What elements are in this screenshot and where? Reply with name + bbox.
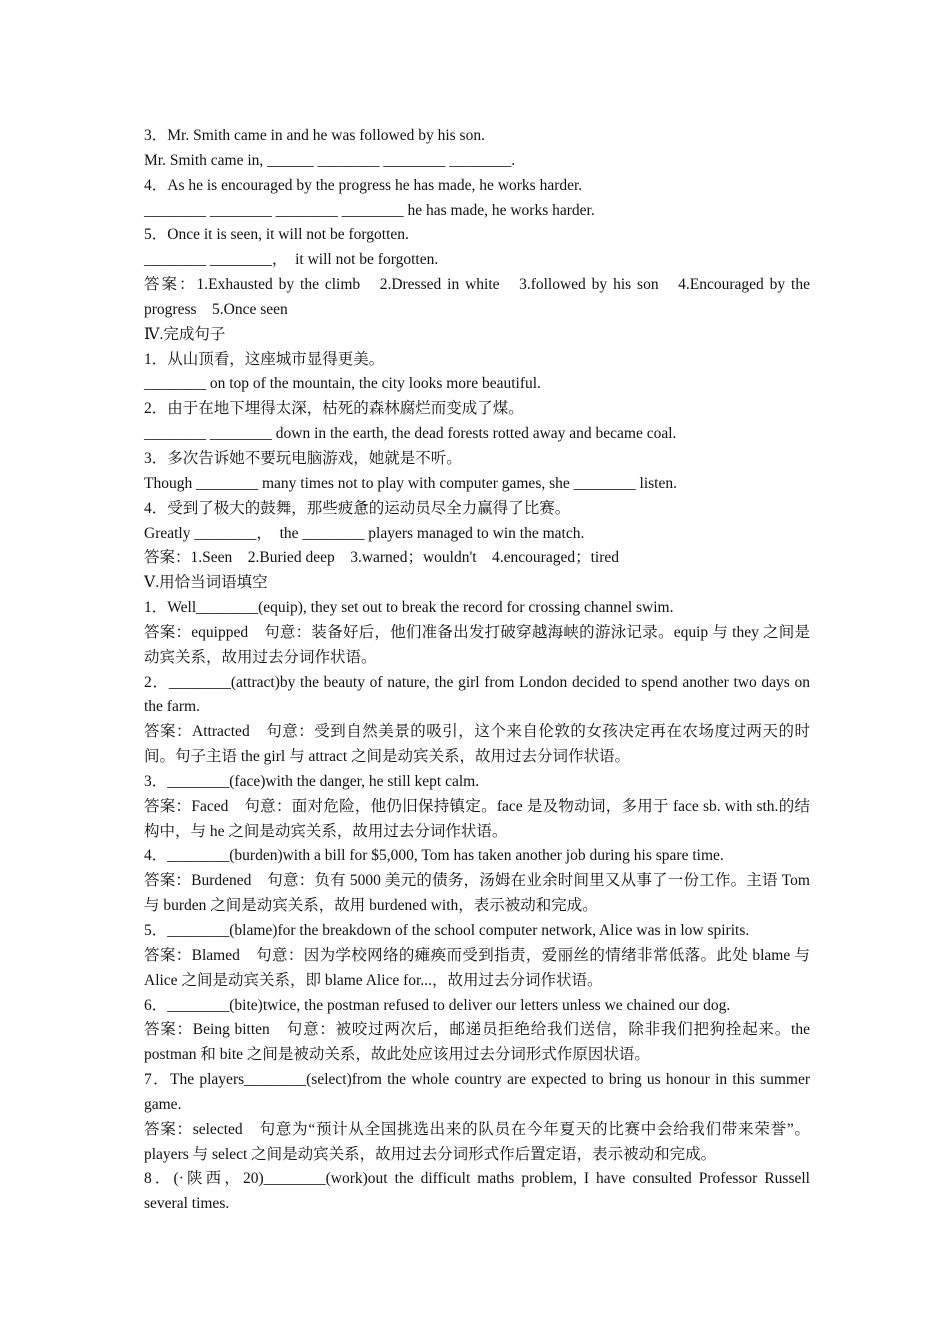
section-4-answer: 答案：1.Seen 2.Buried deep 3.warned；wouldn't 4.encouraged；tired — [144, 549, 619, 567]
section-5-item-7-answer: 答案：selected 句意为“预计从全国挑选出来的队员在今年夏天的比赛中会给我们带来荣誉”。players 与 select 之间是动宾关系，故用过去分词形式作后置定语，表示被动和完成。 — [144, 1120, 810, 1163]
section-4-item-3-chinese: 3．多次告诉她不要玩电脑游戏，她就是不听。 — [144, 449, 462, 467]
section-5-item-3-answer: 答案：Faced 句意：面对危险，他仍旧保持镇定。face 是及物动词，多用于 face sb. with sth.的结构中，与 he 之间是动宾关系，故用过去分词作状语。 — [144, 797, 810, 840]
section-5-item-8: 8．(·陕西，20)________(work)out the difficult maths problem, I have consulted Professor Russell several times. — [144, 1170, 810, 1213]
section-5-item-4: 4．________(burden)with a bill for $5,000, Tom has taken another job during his spare time. — [144, 847, 724, 865]
section-5-item-3: 3．________(face)with the danger, he still kept calm. — [144, 772, 480, 790]
document-page — [144, 124, 810, 1217]
section-5-item-4-answer: 答案：Burdened 句意：负有 5000 美元的债务，汤姆在业余时间里又从事了一份工作。主语 Tom 与 burden 之间是动宾关系，故用 burdened with，表示被动和完成。 — [144, 872, 810, 915]
section-5-item-1-answer: 答案：equipped 句意：装备好后，他们准备出发打破穿越海峡的游泳记录。equip 与 they 之间是动宾关系，故用过去分词作状语。 — [144, 623, 810, 666]
exercise-5-blank-line: ________ ________， it will not be forgotten. — [144, 251, 439, 269]
exercise-4-blank-line: ________ ________ ________ ________ he has made, he works harder. — [144, 201, 595, 219]
section-4-item-1-english: ________ on top of the mountain, the city looks more beautiful. — [144, 375, 541, 393]
section-5-item-2-answer: 答案：Attracted 句意：受到自然美景的吸引，这个来自伦敦的女孩决定再在农场度过两天的时间。句子主语 the girl 与 attract 之间是动宾关系，故用过去分词作状语。 — [144, 723, 810, 766]
exercise-5-question: 5．Once it is seen, it will not be forgotten. — [144, 226, 409, 244]
exercise-3-blank-line: Mr. Smith came in, ______ ________ ________ ________. — [144, 151, 516, 169]
section-5-item-1: 1．Well________(equip), they set out to break the record for crossing channel swim. — [144, 599, 674, 617]
section-5-item-2: 2．________(attract)by the beauty of nature, the girl from London decided to spend another two days on the farm. — [144, 673, 810, 716]
section-4-item-2-chinese: 2．由于在地下埋得太深，枯死的森林腐烂而变成了煤。 — [144, 400, 524, 418]
section-4-item-1-chinese: 1．从山顶看，这座城市显得更美。 — [144, 350, 385, 368]
exercise-3-question: 3．Mr. Smith came in and he was followed by his son. — [144, 127, 485, 144]
section-5-item-6-answer: 答案：Being bitten 句意：被咬过两次后，邮递员拒绝给我们送信，除非我们把狗拴起来。the postman 和 bite 之间是被动关系，故此处应该用过去分词形式作原因状语。 — [144, 1021, 810, 1064]
section-4-item-4-english: Greatly ________， the ________ players managed to win the match. — [144, 524, 585, 542]
section-5-item-5: 5．________(blame)for the breakdown of the school computer network, Alice was in low spirits. — [144, 922, 750, 939]
section-5-item-6: 6．________(bite)twice, the postman refused to deliver our letters unless we chained our dog. — [144, 996, 731, 1014]
section-5-item-7: 7．The players________(select)from the whole country are expected to bring us honour in this summer game. — [144, 1071, 810, 1113]
section-4-item-4-chinese: 4．受到了极大的鼓舞，那些疲惫的运动员尽全力赢得了比赛。 — [144, 499, 571, 517]
section-4-item-2-english: ________ ________ down in the earth, the dead forests rotted away and became coal. — [144, 425, 677, 443]
exercise-4-question: 4．As he is encouraged by the progress he has made, he works harder. — [144, 176, 583, 194]
section-5-item-5-answer: 答案：Blamed 句意：因为学校网络的瘫痪而受到指责，爱丽丝的情绪非常低落。此处 blame 与 Alice 之间是动宾关系，即 blame Alice for...，故用过去分词作状语。 — [144, 946, 810, 989]
section-4-item-3-english: Though ________ many times not to play with computer games, she ________ listen. — [144, 474, 677, 492]
section-3-answer: 答案：1.Exhausted by the climb 2.Dressed in white 3.followed by his son 4.Encouraged by the progress 5.Once seen — [144, 276, 810, 318]
section-5-heading: Ⅴ.用恰当词语填空 — [144, 574, 268, 592]
section-4-heading: Ⅳ.完成句子 — [144, 325, 226, 343]
